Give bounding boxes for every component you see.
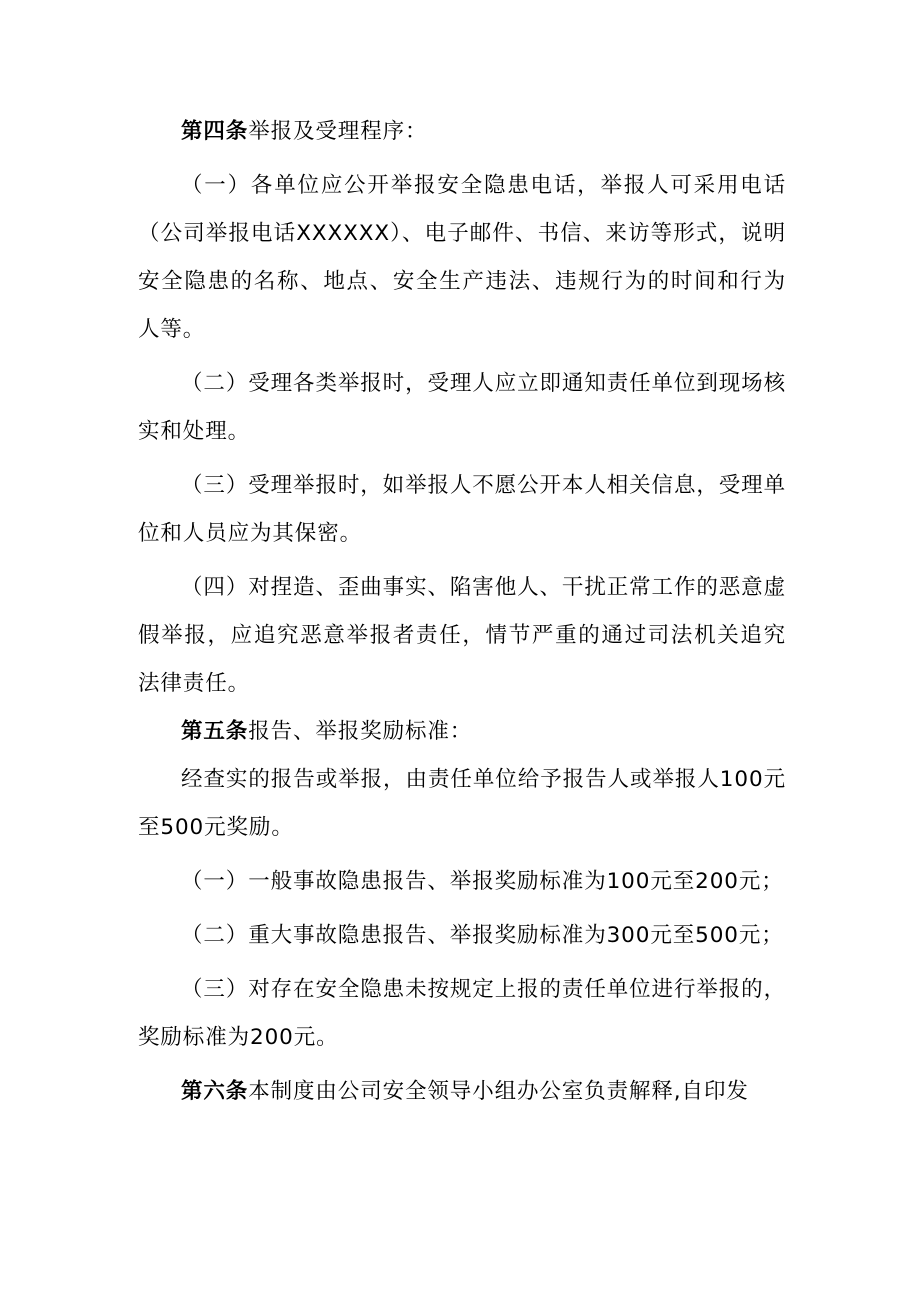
article-4-item-2: （二）受理各类举报时，受理人应立即通知责任单位到现场核实和处理。 bbox=[138, 371, 786, 444]
article-4-number: 第四条 bbox=[181, 119, 249, 144]
article-5-number: 第五条 bbox=[181, 719, 249, 744]
article-4-title: 举报及受理程序： bbox=[248, 119, 428, 144]
article-6-paragraph bbox=[138, 1068, 786, 1116]
article-5-item-1: （一）一般事故隐患报告、举报奖励标准为100元至200元； bbox=[181, 869, 784, 894]
article-5-intro: 经查实的报告或举报，由责任单位给予报告人或举报人100元至500元奖励。 bbox=[138, 767, 786, 840]
article-5-item-3: （三）对存在安全隐患未按规定上报的责任单位进行举报的，奖励标准为200元。 bbox=[138, 977, 786, 1050]
article-4-item-1: （一）各单位应公开举报安全隐患电话，举报人可采用电话（公司举报电话XXXXXX）、电子邮件、书信、来访等形式，说明安全隐患的名称、地点、安全生产违法、违规行为的时间和行为人等。 bbox=[138, 173, 786, 342]
article-5-heading bbox=[138, 708, 786, 756]
article-4-heading bbox=[138, 108, 786, 156]
article-5-item-2: （二）重大事故隐患报告、举报奖励标准为300元至500元； bbox=[181, 923, 784, 948]
article-6-text: 本制度由公司安全领导小组办公室负责解释,自印发 bbox=[248, 1079, 749, 1104]
document-page bbox=[138, 108, 786, 1116]
article-5-title: 报告、举报奖励标准： bbox=[248, 719, 473, 744]
article-4-item-4: （四）对捏造、歪曲事实、陷害他人、干扰正常工作的恶意虚假举报，应追究恶意举报者责任，情节严重的通过司法机关追究法律责任。 bbox=[138, 575, 786, 696]
article-4-item-3: （三）受理举报时，如举报人不愿公开本人相关信息，受理单位和人员应为其保密。 bbox=[138, 473, 786, 546]
article-6-number: 第六条 bbox=[181, 1079, 249, 1104]
